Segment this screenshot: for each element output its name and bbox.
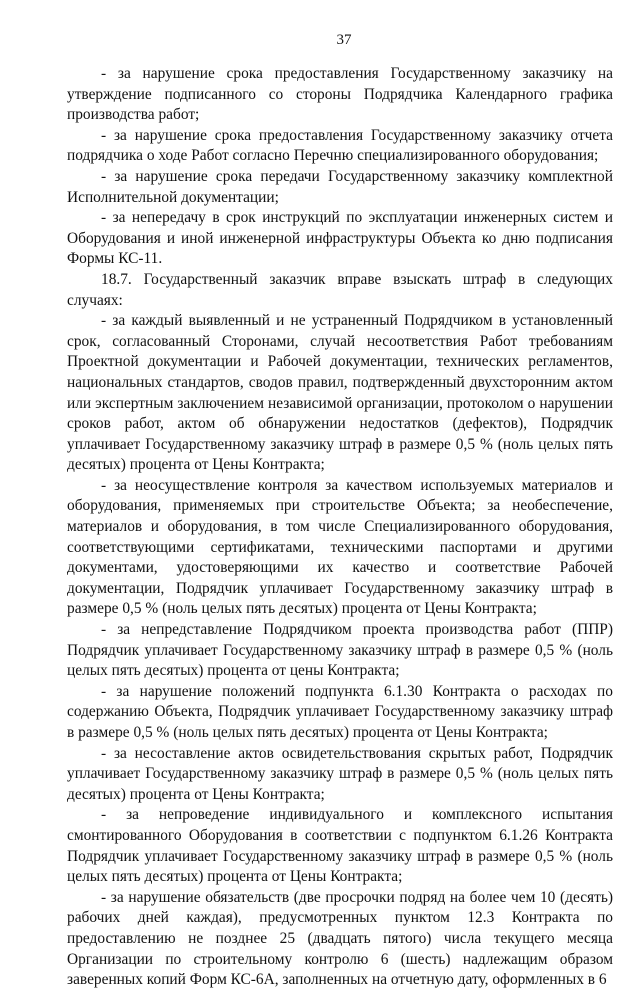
- page-number: 37: [336, 32, 352, 48]
- paragraph-clause-18-7: 18.7. Государственный заказчик вправе взыскать штраф в следующих случаях:: [67, 270, 613, 309]
- paragraph-fine-equipment-testing: - за непроведение индивидуального и комплексного испытания смонтированного Оборудования в соответствии с подпунктом 6.1.26 Контракта Подрядчик уплачивает Государственному заказчику штраф в размере 0,5 % (ноль целых пять десятых) процента от Цены Контракта;: [67, 806, 613, 886]
- document-body: [67, 64, 613, 991]
- paragraph-fine-work-plan: - за непредставление Подрядчиком проекта производства работ (ППР) Подрядчик уплачивает Государственному заказчику штраф в размере 0,5 % (ноль целых пять десятых) процента от цены Контракта;: [67, 621, 613, 680]
- paragraph-fine-maintenance-costs: - за нарушение положений подпункта 6.1.30 Контракта о расходах по содержанию Объекта, Подрядчик уплачивает Государственному заказчику штраф в размере 0,5 % (ноль целых пять десятых) процента от Цены Контракта;: [67, 682, 613, 741]
- paragraph-penalty-calendar-schedule: - за нарушение срока предоставления Государственному заказчику на утверждение подписанного со стороны Подрядчика Календарного графика производства работ;: [67, 65, 613, 124]
- paragraph-penalty-executive-documentation: - за нарушение срока передачи Государственному заказчику комплектной Исполнительной документации;: [67, 167, 613, 206]
- paragraph-fine-nonconformity: - за каждый выявленный и не устраненный Подрядчиком в установленный срок, согласованный Сторонами, случай несоответствия Работ требованиям Проектной документации и Рабочей документации, технических регламентов, национальных стандартов, сводов правил, подтвержденный двухсторонним актом или экспертным заключением независимой организации, протоколом о нарушении сроков работ, актом об обнаружении недостатков (дефектов), Подрядчик уплачивает Государственному заказчику штраф в размере 0,5 % (ноль целых пять десятых) процента от Цены Контракта;: [67, 312, 613, 474]
- paragraph-fine-hidden-works-acts: - за несоставление актов освидетельствования скрытых работ, Подрядчик уплачивает Государственному заказчику штраф в размере 0,5 % (ноль целых пять десятых) процента от Цены Контракта;: [67, 744, 613, 803]
- paragraph-fine-ks6a-forms: - за нарушение обязательств (две просрочки подряд на более чем 10 (десять) рабочих дней каждая), предусмотренных пунктом 12.3 Контракта по предоставлению не позднее 25 (двадцать пятого) числа текущего месяца Организации по строительному контролю 6 (шесть) надлежащим образом заверенных копий Форм КС-6А, заполненных на отчетную дату, оформленных в 6: [67, 888, 613, 989]
- paragraph-penalty-progress-report: - за нарушение срока предоставления Государственному заказчику отчета подрядчика о ходе Работ согласно Перечню специализированного оборудования;: [67, 126, 613, 165]
- paragraph-penalty-operating-instructions: - за непередачу в срок инструкций по эксплуатации инженерных систем и Оборудования и иной инженерной инфраструктуры Объекта ко дню подписания Формы КС-11.: [67, 209, 613, 268]
- document-page: [67, 30, 613, 991]
- paragraph-fine-quality-control: - за неосуществление контроля за качеством используемых материалов и оборудования, применяемых при строительстве Объекта; за необеспечение, материалов и оборудования, в том числе Специализированного оборудования, соответствующими сертификатами, техническими паспортами и другими документами, удостоверяющими их качество и соответствие Рабочей документации, Подрядчик уплачивает Государственному заказчику штраф в размере 0,5 % (ноль целых пять десятых) процента от Цены Контракта;: [67, 476, 613, 618]
